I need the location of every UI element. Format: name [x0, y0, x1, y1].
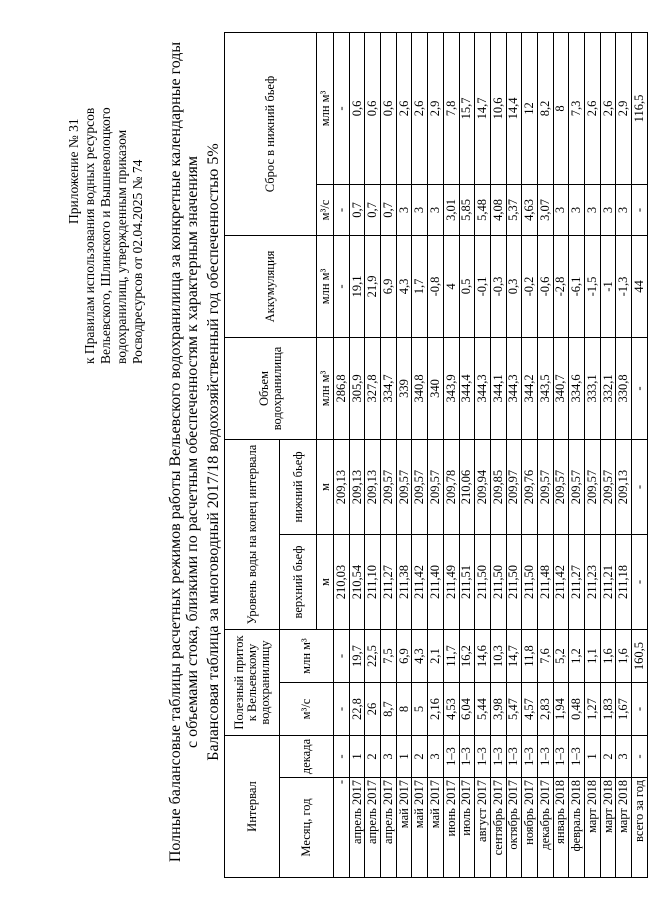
table-cell: 209,13: [349, 439, 365, 534]
table-cell: 160,5: [632, 630, 648, 683]
table-cell: 1,6: [600, 630, 616, 683]
table-cell: -1,5: [585, 235, 601, 337]
table-cell: 14,7: [506, 630, 522, 683]
table-cell: июнь 2017: [443, 778, 459, 878]
table-cell: 12: [522, 32, 538, 184]
table-cell: -: [334, 630, 350, 683]
header-level: Уровень воды на конец интервала: [225, 439, 280, 629]
table-cell: 7,3: [569, 32, 585, 184]
table-cell: 1: [585, 736, 601, 778]
table-cell: 2,6: [412, 32, 428, 184]
table-cell: 209,97: [506, 439, 522, 534]
table-cell: -: [334, 683, 350, 736]
table-cell: -: [334, 235, 350, 337]
table-cell: 211,38: [396, 535, 412, 630]
table-row: [428, 32, 444, 877]
table-cell: 1,27: [585, 683, 601, 736]
table-cell: -0,1: [475, 235, 491, 337]
table-cell: 6,9: [381, 235, 397, 337]
table-cell: 5,44: [475, 683, 491, 736]
table-cell: 14,6: [475, 630, 491, 683]
table-cell: 340: [428, 337, 444, 439]
table-cell: 343,9: [443, 337, 459, 439]
table-row: [522, 32, 538, 877]
table-cell: -1: [600, 235, 616, 337]
table-cell: 211,49: [443, 535, 459, 630]
table-cell: 8,2: [537, 32, 553, 184]
table-cell: -: [334, 32, 350, 184]
table-cell: -: [632, 683, 648, 736]
unit-dis-v: млн м³: [317, 32, 334, 184]
table-cell: -: [334, 778, 350, 878]
table-cell: 1–3: [459, 736, 475, 778]
table-cell: 5,47: [506, 683, 522, 736]
table-cell: 211,50: [522, 535, 538, 630]
table-cell: 26: [365, 683, 381, 736]
table-cell: 1–3: [537, 736, 553, 778]
table-cell: 209,57: [381, 439, 397, 534]
table-cell: 3: [381, 736, 397, 778]
table-cell: 333,1: [585, 337, 601, 439]
table-cell: 1,67: [616, 683, 632, 736]
table-cell: 210,54: [349, 535, 365, 630]
table-cell: -1,3: [616, 235, 632, 337]
table-cell: 209,76: [522, 439, 538, 534]
appendix-block: [66, 34, 146, 364]
header-inflow: Полезный приток к Вельевскому водохранилищу: [225, 630, 280, 736]
table-cell: 22,5: [365, 630, 381, 683]
table-row: [459, 32, 475, 877]
table-cell: 209,57: [569, 439, 585, 534]
table-cell: 340,7: [553, 337, 569, 439]
table-cell: 211,48: [537, 535, 553, 630]
header-volume: Объем водохранилища: [225, 337, 317, 439]
table-cell: 4,53: [443, 683, 459, 736]
table-cell: 11,8: [522, 630, 538, 683]
table-cell: 211,42: [412, 535, 428, 630]
table-cell: 5,37: [506, 184, 522, 235]
table-cell: 19,1: [349, 235, 365, 337]
table-row: [365, 32, 381, 877]
table-cell: -: [632, 535, 648, 630]
table-cell: 209,13: [365, 439, 381, 534]
table-cell: декабрь 2017: [537, 778, 553, 878]
table-cell: 2,16: [428, 683, 444, 736]
table-cell: апрель 2017: [349, 778, 365, 878]
table-cell: -0,6: [537, 235, 553, 337]
table-cell: 334,7: [381, 337, 397, 439]
table-cell: 286,8: [334, 337, 350, 439]
table-cell: май 2017: [412, 778, 428, 878]
table-cell: июль 2017: [459, 778, 475, 878]
table-subtitle: Балансовая таблица за многоводный 2017/18 водохозяйственный год обеспеченностью 5%: [205, 143, 222, 761]
table-cell: 211,21: [600, 535, 616, 630]
table-cell: 2,6: [585, 32, 601, 184]
table-cell: 16,2: [459, 630, 475, 683]
table-cell: 0,5: [459, 235, 475, 337]
table-cell: 15,7: [459, 32, 475, 184]
table-cell: 0,3: [506, 235, 522, 337]
table-cell: 209,13: [616, 439, 632, 534]
header-upper: верхний бьеф: [280, 535, 317, 630]
table-cell: 7,8: [443, 32, 459, 184]
table-row: [334, 32, 350, 877]
table-cell: 3: [616, 184, 632, 235]
table-cell: апрель 2017: [365, 778, 381, 878]
table-row: [632, 32, 648, 877]
table-cell: 209,57: [553, 439, 569, 534]
table-cell: 4: [443, 235, 459, 337]
table-cell: 210,06: [459, 439, 475, 534]
table-cell: 344,1: [490, 337, 506, 439]
header-interval: Интервал: [225, 736, 280, 878]
table-cell: 7,6: [537, 630, 553, 683]
table-cell: 6,9: [396, 630, 412, 683]
table-cell: 14,7: [475, 32, 491, 184]
table-cell: 209,57: [428, 439, 444, 534]
table-cell: 1,83: [600, 683, 616, 736]
table-cell: 2: [365, 736, 381, 778]
table-cell: 211,18: [616, 535, 632, 630]
table-cell: -: [632, 439, 648, 534]
table-cell: 332,1: [600, 337, 616, 439]
table-cell: 211,50: [475, 535, 491, 630]
table-cell: 2,83: [537, 683, 553, 736]
table-cell: 2,6: [600, 32, 616, 184]
table-cell: 344,3: [475, 337, 491, 439]
table-row: [506, 32, 522, 877]
title-line-1: Полные балансовые таблицы расчетных режимов работы Вельевского водохранилища за конкретные календарные годы: [167, 41, 184, 863]
table-cell: 5,48: [475, 184, 491, 235]
table-row: [396, 32, 412, 877]
header-lower: нижний бьеф: [280, 439, 317, 534]
table-cell: 305,9: [349, 337, 365, 439]
table-row: [443, 32, 459, 877]
table-row: [569, 32, 585, 877]
table-cell: 3,01: [443, 184, 459, 235]
table-row: [585, 32, 601, 877]
table-cell: 0,48: [569, 683, 585, 736]
appendix-line: Росводресурсов от 02.04.2025 № 74: [130, 159, 145, 364]
table-cell: март 2018: [585, 778, 601, 878]
table-cell: 3: [616, 736, 632, 778]
table-cell: 1: [349, 736, 365, 778]
table-cell: -: [334, 736, 350, 778]
table-cell: 211,50: [506, 535, 522, 630]
table-cell: 209,57: [412, 439, 428, 534]
table-cell: 3: [600, 184, 616, 235]
table-row: [349, 32, 365, 877]
table-cell: 211,23: [585, 535, 601, 630]
table-cell: 10,3: [490, 630, 506, 683]
appendix-line: Вельевского, Шлинского и Вышневолоцкого: [98, 107, 113, 364]
table-cell: май 2017: [396, 778, 412, 878]
table-row: [475, 32, 491, 877]
table-cell: 3: [412, 184, 428, 235]
unit-inflow-q: м³/с: [280, 683, 334, 736]
unit-inflow-v: млн м³: [280, 630, 334, 683]
table-cell: 0,6: [349, 32, 365, 184]
appendix-number: Приложение № 31: [66, 118, 81, 224]
table-cell: -: [632, 184, 648, 235]
table-cell: 44: [632, 235, 648, 337]
table-cell: 211,40: [428, 535, 444, 630]
table-cell: 0,7: [381, 184, 397, 235]
table-cell: 3: [553, 184, 569, 235]
table-cell: 209,57: [600, 439, 616, 534]
table-cell: 7,5: [381, 630, 397, 683]
table-row: [600, 32, 616, 877]
table-cell: 1–3: [443, 736, 459, 778]
table-cell: 4,63: [522, 184, 538, 235]
table-cell: май 2017: [428, 778, 444, 878]
table-cell: 1,6: [616, 630, 632, 683]
unit-volume: млн м³: [317, 337, 334, 439]
table-cell: апрель 2017: [381, 778, 397, 878]
table-cell: 0,7: [365, 184, 381, 235]
table-cell: 211,51: [459, 535, 475, 630]
table-cell: октябрь 2017: [506, 778, 522, 878]
table-cell: -: [632, 337, 648, 439]
table-cell: 3: [428, 184, 444, 235]
table-cell: 3: [428, 736, 444, 778]
table-row: [537, 32, 553, 877]
table-cell: 2,9: [428, 32, 444, 184]
unit-lower: м: [317, 439, 334, 534]
table-cell: 4,57: [522, 683, 538, 736]
table-cell: 209,85: [490, 439, 506, 534]
table-cell: февраль 2018: [569, 778, 585, 878]
document-title: [167, 12, 201, 892]
table-cell: 5,2: [553, 630, 569, 683]
table-cell: август 2017: [475, 778, 491, 878]
table-cell: 5,85: [459, 184, 475, 235]
table-cell: 4,3: [396, 235, 412, 337]
table-cell: 343,5: [537, 337, 553, 439]
table-cell: 211,27: [381, 535, 397, 630]
table-cell: 2,9: [616, 32, 632, 184]
table-cell: 14,4: [506, 32, 522, 184]
table-cell: 2: [412, 736, 428, 778]
table-cell: 344,4: [459, 337, 475, 439]
table-cell: сентябрь 2017: [490, 778, 506, 878]
table-cell: 209,94: [475, 439, 491, 534]
title-line-2: с объемами стока, близкими по расчетным обеспеченностям к характерным значениям: [184, 156, 201, 748]
table-cell: 2,1: [428, 630, 444, 683]
table-cell: -0,8: [428, 235, 444, 337]
table-cell: март 2018: [616, 778, 632, 878]
unit-dis-q: м³/с: [317, 184, 334, 235]
table-cell: 1–3: [490, 736, 506, 778]
table-cell: 1,1: [585, 630, 601, 683]
table-cell: 209,57: [396, 439, 412, 534]
header-discharge: Сброс в нижний бьеф: [225, 32, 317, 235]
table-cell: 3: [585, 184, 601, 235]
table-cell: 10,6: [490, 32, 506, 184]
appendix-line: водохранилищ, утвержденным приказом: [114, 129, 129, 364]
table-cell: 8: [396, 683, 412, 736]
table-row: [412, 32, 428, 877]
table-cell: 1–3: [475, 736, 491, 778]
table-cell: 3,07: [537, 184, 553, 235]
table-cell: 3: [569, 184, 585, 235]
table-cell: 0,7: [349, 184, 365, 235]
table-cell: 116,5: [632, 32, 648, 184]
table-body: [334, 32, 648, 877]
table-cell: -2,8: [553, 235, 569, 337]
table-cell: -6,1: [569, 235, 585, 337]
unit-upper: м: [317, 535, 334, 630]
table-cell: 344,2: [522, 337, 538, 439]
balance-table: [224, 32, 648, 878]
table-cell: 2: [600, 736, 616, 778]
table-cell: 1,7: [412, 235, 428, 337]
table-cell: 6,04: [459, 683, 475, 736]
table-cell: 210,03: [334, 535, 350, 630]
table-cell: 4,08: [490, 184, 506, 235]
table-cell: 8,7: [381, 683, 397, 736]
table-cell: -: [632, 736, 648, 778]
table-cell: 209,78: [443, 439, 459, 534]
table-cell: 340,8: [412, 337, 428, 439]
table-cell: 2,6: [396, 32, 412, 184]
table-cell: 3: [396, 184, 412, 235]
table-row: [553, 32, 569, 877]
unit-acc: млн м³: [317, 235, 334, 337]
table-cell: 1–3: [506, 736, 522, 778]
table-cell: 21,9: [365, 235, 381, 337]
table-cell: 1–3: [569, 736, 585, 778]
table-cell: всего за год: [632, 778, 648, 878]
table-cell: январь 2018: [553, 778, 569, 878]
table-cell: 211,42: [553, 535, 569, 630]
table-cell: 211,27: [569, 535, 585, 630]
table-cell: 1–3: [522, 736, 538, 778]
table-cell: 22,8: [349, 683, 365, 736]
table-cell: 211,50: [490, 535, 506, 630]
table-row: [616, 32, 632, 877]
table-cell: 1,94: [553, 683, 569, 736]
table-cell: ноябрь 2017: [522, 778, 538, 878]
header-period: Месяц, год: [280, 778, 334, 878]
table-cell: 4,3: [412, 630, 428, 683]
table-cell: 19,7: [349, 630, 365, 683]
table-cell: 211,10: [365, 535, 381, 630]
table-cell: 344,3: [506, 337, 522, 439]
table-cell: март 2018: [600, 778, 616, 878]
table-cell: 0,6: [381, 32, 397, 184]
table-cell: 339: [396, 337, 412, 439]
table-row: [490, 32, 506, 877]
header-decade: декада: [280, 736, 334, 778]
table-cell: 209,13: [334, 439, 350, 534]
table-row: [381, 32, 397, 877]
table-cell: 0,6: [365, 32, 381, 184]
table-cell: 209,57: [537, 439, 553, 534]
table-cell: -: [334, 184, 350, 235]
table-cell: 1,2: [569, 630, 585, 683]
table-cell: -0,3: [490, 235, 506, 337]
header-accumulation: Аккумуляция: [225, 235, 317, 337]
table-cell: 11,7: [443, 630, 459, 683]
table-cell: -0,2: [522, 235, 538, 337]
table-cell: 3,98: [490, 683, 506, 736]
table-cell: 334,6: [569, 337, 585, 439]
table-cell: 209,57: [585, 439, 601, 534]
table-cell: 1–3: [553, 736, 569, 778]
table-cell: 1: [396, 736, 412, 778]
appendix-line: к Правилам использования водных ресурсов: [82, 107, 97, 364]
table-cell: 5: [412, 683, 428, 736]
table-cell: 8: [553, 32, 569, 184]
table-cell: 330,8: [616, 337, 632, 439]
table-cell: 327,8: [365, 337, 381, 439]
